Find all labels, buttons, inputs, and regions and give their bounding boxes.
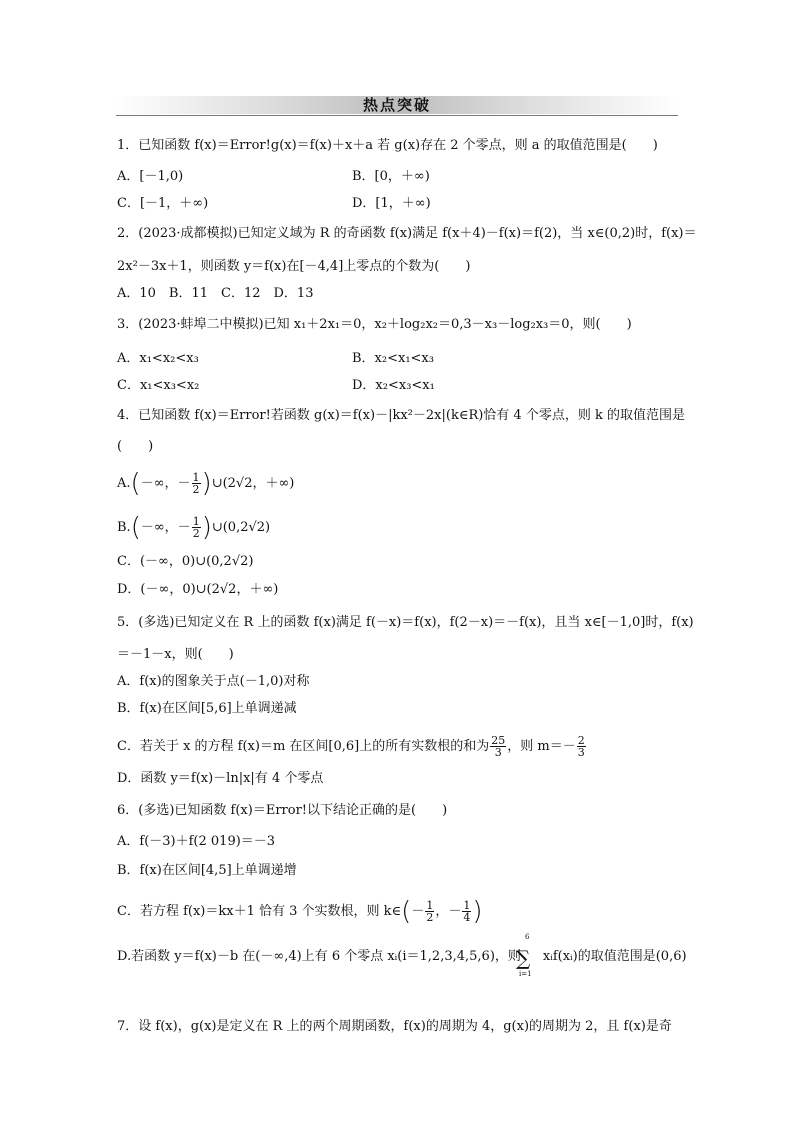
question-5-option-d: D．函数 y＝f(x)－ln|x|有 4 个零点	[117, 771, 324, 786]
question-6-option-d	[117, 948, 687, 966]
option-d-text: D.若函数 y＝f(x)－b 在(－∞,4)上有 6 个零点 xᵢ(i＝1,2,3,4,5,6)，则	[117, 949, 521, 964]
question-5-option-b: B．f(x)在区间[5,6]上单调递减	[117, 701, 297, 716]
option-a-interval-left: －∞，－	[140, 476, 191, 491]
fraction-one-half: $\frac{1}{2}$	[426, 899, 434, 924]
question-5-line-2: ＝－1－x，则( )	[117, 647, 234, 662]
question-3-option-c: C．x₁<x₃<x₂	[117, 378, 200, 393]
question-2-line-1: 2．(2023·成都模拟)已知定义域为 R 的奇函数 f(x)满足 f(x＋4)－f(x)＝f(2)，当 x∈(0,2)时，f(x)＝	[117, 226, 697, 241]
question-6-option-a: A．f(－3)＋f(2 019)＝－3	[117, 834, 276, 849]
question-6: 6．(多选)已知函数 f(x)＝Error!以下结论正确的是( )	[117, 803, 448, 818]
question-4-option-a: A.(－∞，－ $\frac{1}{2}$ )∪(2√2，＋∞)	[117, 468, 295, 499]
question-1-option-b: B．[0，＋∞)	[352, 169, 430, 184]
question-6-option-b: B．f(x)在区间[4,5]上单调递增	[117, 863, 297, 878]
option-a-interval-right: ∪(2√2，＋∞)	[211, 476, 295, 491]
summation-lower-limit: i=1	[519, 970, 532, 978]
option-c-separator: ，－	[435, 904, 462, 919]
section-header-rule	[116, 115, 678, 116]
summation-symbol: ∑	[516, 946, 531, 970]
option-c-text: C．若关于 x 的方程 f(x)＝m 在区间[0,6]上的所有实数根的和为	[117, 739, 490, 754]
question-5-option-c	[117, 735, 587, 758]
question-4-option-b: B.(－∞，－ $\frac{1}{2}$ )∪(0,2√2)	[117, 512, 271, 543]
question-1-option-d: D．[1，＋∞)	[352, 196, 431, 211]
question-4-option-c: C．(－∞，0)∪(0,2√2)	[117, 554, 254, 569]
question-4-line-1: 4．已知函数 f(x)＝Error!若函数 g(x)＝f(x)－|kx²－2x|(k∈R)恰有 4 个零点，则 k 的取值范围是	[117, 408, 685, 423]
question-7: 7．设 f(x)，g(x)是定义在 R 上的两个周期函数，f(x)的周期为 4，g(x)的周期为 2，且 f(x)是奇	[117, 1019, 672, 1034]
question-1-option-a: A．[－1,0)	[117, 169, 184, 184]
option-c-text: C．若方程 f(x)＝kx＋1 恰有 3 个实数根，则 k∈	[117, 904, 402, 919]
option-c-text-mid: ，则 m＝－	[507, 739, 576, 754]
question-5-line-1: 5．(多选)已知定义在 R 上的函数 f(x)满足 f(－x)＝f(x)，f(2－x)＝－f(x)，且当 x∈[－1,0]时，f(x)	[117, 615, 694, 630]
question-3-option-a: A．x₁<x₂<x₃	[117, 351, 199, 366]
option-b-interval-left: －∞，－	[140, 520, 191, 535]
question-2-line-2: 2x²－3x＋1，则函数 y＝f(x)在[－4,4]上零点的个数为( )	[117, 259, 471, 274]
fraction-one-half: $\frac{1}{2}$	[192, 515, 200, 540]
question-3-option-d: D．x₂<x₃<x₁	[352, 378, 435, 393]
summation-upper-limit: 6	[525, 933, 530, 941]
question-1: 1．已知函数 f(x)＝Error!g(x)＝f(x)＋x＋a 若 g(x)存在 2 个零点，则 a 的取值范围是( )	[117, 138, 658, 153]
fraction-one-quarter: $\frac{1}{4}$	[463, 899, 471, 924]
option-b-label: B.	[117, 520, 131, 535]
fraction-2-3: $\frac{2}{3}$	[577, 734, 585, 759]
option-a-label: A.	[117, 476, 131, 491]
question-1-option-c: C．[－1，＋∞)	[117, 196, 209, 211]
fraction-25-3: $\frac{25}{3}$	[491, 734, 506, 759]
option-b-interval-right: ∪(0,2√2)	[211, 520, 271, 535]
section-title: 热点突破	[362, 96, 431, 114]
question-3: 3．(2023·蚌埠二中模拟)已知 x₁＋2x₁＝0，x₂＋log₂x₂＝0,3－x₃－log₂x₃＝0，则( )	[117, 317, 632, 332]
option-d-text-post: xᵢf(xᵢ)的取值范围是(0,6)	[542, 949, 687, 964]
question-2-options: A．10 B．11 C．12 D．13	[117, 286, 314, 301]
question-4-option-d: D．(－∞，0)∪(2√2，＋∞)	[117, 582, 279, 597]
fraction-one-half: $\frac{1}{2}$	[192, 471, 200, 496]
question-5-option-a: A．f(x)的图象关于点(－1,0)对称	[117, 674, 310, 689]
question-4-line-2: ( )	[117, 439, 154, 454]
question-6-option-c: C．若方程 f(x)＝kx＋1 恰有 3 个实数根，则 k∈(－ $\frac{1}{2}$ ，－ $\frac{1}{4}$ )	[117, 896, 483, 927]
question-3-option-b: B．x₂<x₁<x₃	[352, 351, 434, 366]
